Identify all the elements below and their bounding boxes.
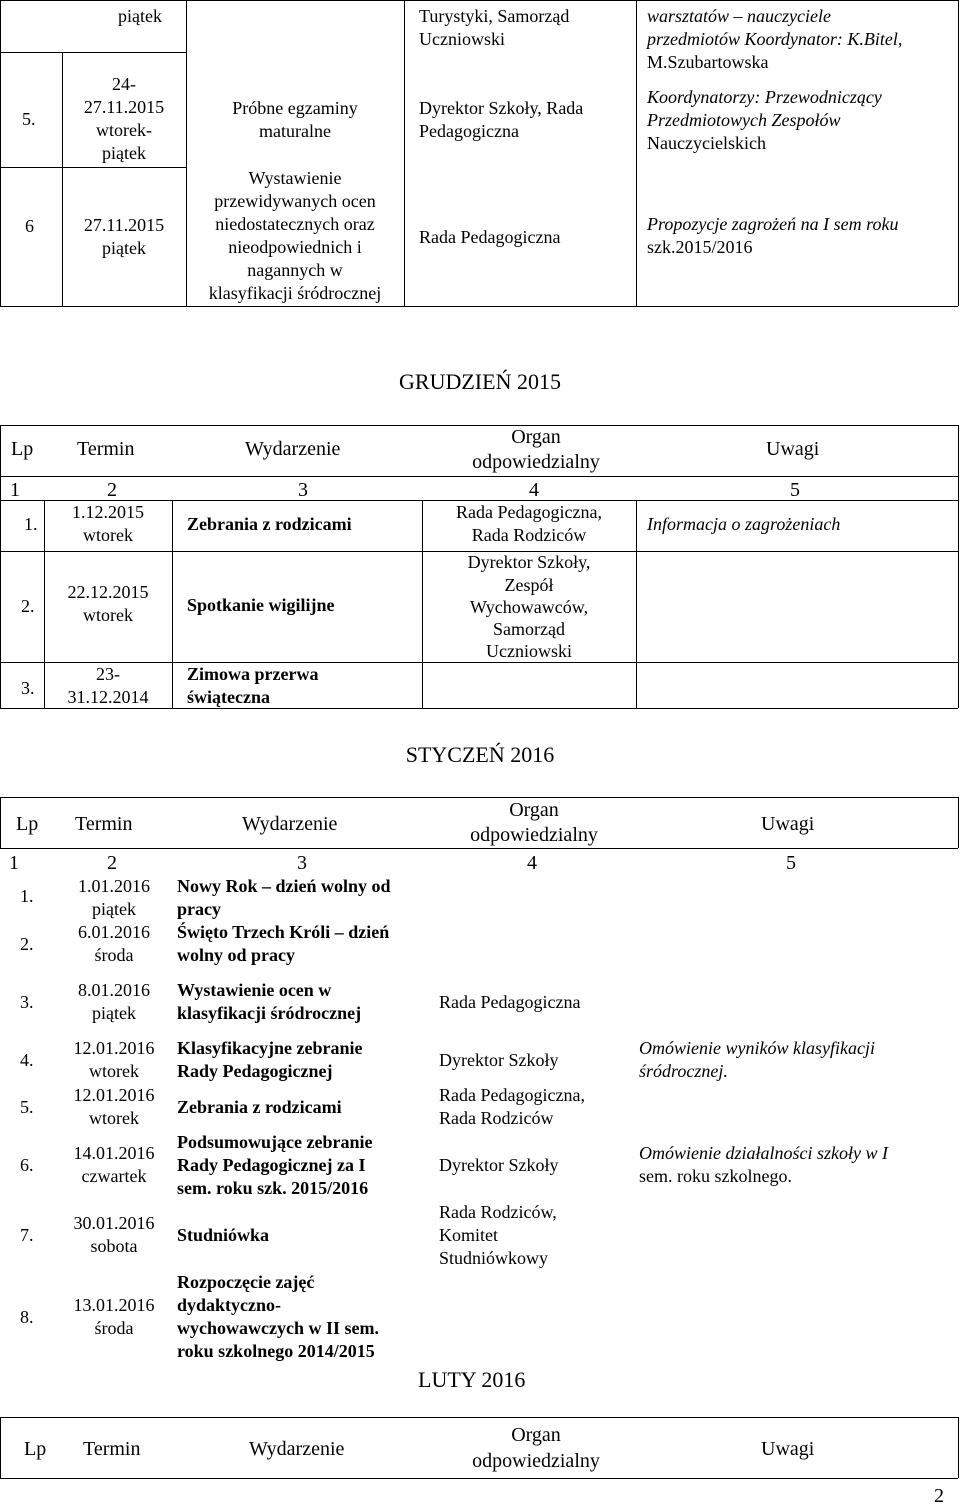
termin-line: 13.01.2016 — [73, 1295, 155, 1315]
wydarzenie-line: klasyfikacji śródrocznej — [208, 283, 382, 303]
header-uwagi: Uwagi — [761, 1438, 815, 1460]
header-lp: Lp — [11, 438, 34, 460]
uwagi-line: Propozycje zagrożeń na I sem roku — [647, 214, 899, 234]
termin-line: wtorek — [89, 1061, 139, 1081]
header-termin: Termin — [77, 438, 135, 460]
wydarzenie-line: Klasyfikacyjne zebranie — [177, 1038, 363, 1058]
organ-cell: Dyrektor Szkoły — [439, 1050, 559, 1070]
organ-line: Pedagogiczna — [419, 121, 519, 141]
section-title-styczen: STYCZEŃ 2016 — [405, 742, 555, 767]
termin-line: środa — [94, 1318, 134, 1338]
uwagi-line: Nauczycielskich — [647, 133, 766, 153]
wydarzenie-line: niedostatecznych oraz — [215, 214, 375, 234]
termin-line: sobota — [90, 1236, 138, 1256]
organ-cell: Rada Pedagogiczna — [439, 992, 581, 1012]
wydarzenie-cell: Spotkanie wigilijne — [187, 595, 335, 615]
termin-cell: piątek — [118, 6, 162, 26]
termin-line: 30.01.2016 — [73, 1213, 155, 1233]
uwagi-line: sem. roku szkolnego. — [639, 1166, 792, 1186]
uwagi-line: Omówienie działalności szkoły w I — [639, 1143, 888, 1163]
section-title-luty: LUTY 2016 — [418, 1367, 526, 1392]
col-num: 1 — [10, 479, 20, 501]
uwagi-line: Przedmiotowych Zespołów — [647, 110, 841, 130]
col-num: 4 — [527, 852, 537, 874]
header-termin: Termin — [75, 813, 133, 835]
lp-cell: 3. — [20, 992, 34, 1012]
uwagi-cell: Informacja o zagrożeniach — [647, 514, 841, 534]
organ-line: Uczniowski — [486, 641, 572, 661]
lp-cell: 7. — [20, 1225, 34, 1245]
page-number: 2 — [934, 1485, 944, 1507]
termin-line: 12.01.2016 — [73, 1038, 155, 1058]
header-wydarzenie: Wydarzenie — [242, 813, 338, 835]
lp-cell: 4. — [20, 1050, 34, 1070]
uwagi-line: przedmiotów Koordynator: K.Bitel, — [647, 29, 903, 49]
lp-cell: 1. — [20, 886, 34, 906]
uwagi-line: warsztatów – nauczyciele — [647, 6, 831, 26]
col-num: 5 — [790, 479, 800, 501]
termin-line: piątek — [102, 143, 146, 163]
termin-line: 1.12.2015 — [72, 502, 144, 522]
uwagi-line: M.Szubartowska — [647, 52, 769, 72]
termin-line: 27.11.2015 — [83, 215, 165, 235]
organ-line: Rada Pedagogiczna, — [456, 502, 602, 522]
organ-line: Samorząd — [493, 619, 565, 639]
lp-cell: 6 — [25, 216, 34, 236]
organ-line: Studniówkowy — [439, 1248, 549, 1268]
wydarzenie-line: klasyfikacji śródrocznej — [177, 1003, 362, 1023]
lp-cell: 8. — [20, 1307, 34, 1327]
wydarzenie-line: Podsumowujące zebranie — [177, 1132, 373, 1152]
termin-line: 14.01.2016 — [73, 1143, 155, 1163]
termin-line: wtorek — [83, 525, 133, 545]
lp-cell: 2. — [20, 934, 34, 954]
header-uwagi: Uwagi — [761, 813, 815, 835]
organ-line: Rada Rodziców, — [439, 1202, 557, 1222]
termin-line: 27.11.2015 — [83, 97, 165, 117]
organ-line: Rada Rodziców — [439, 1108, 554, 1128]
organ-line: Rada Rodziców — [471, 525, 587, 545]
termin-line: 23- — [96, 664, 120, 684]
col-num: 3 — [297, 852, 307, 874]
organ-line: Wychowawców, — [469, 597, 589, 617]
header-organ: odpowiedzialny — [470, 824, 598, 846]
uwagi-line: szk.2015/2016 — [647, 237, 753, 257]
organ-line: Zespół — [504, 575, 554, 595]
organ-line: Uczniowski — [419, 29, 505, 49]
organ-cell: Dyrektor Szkoły — [439, 1155, 559, 1175]
lp-cell: 6. — [20, 1155, 34, 1175]
wydarzenie-line: Wystawienie ocen w — [177, 980, 332, 1000]
col-num: 3 — [298, 479, 308, 501]
termin-line: wtorek — [83, 605, 133, 625]
termin-line: 31.12.2014 — [67, 687, 149, 707]
header-organ: Organ — [511, 426, 561, 448]
lp-cell: 1. — [24, 514, 38, 534]
header-organ: Organ — [509, 799, 559, 821]
wydarzenie-line: Rady Pedagogicznej — [177, 1061, 333, 1081]
lp-cell: 2. — [21, 596, 35, 616]
termin-line: wtorek — [89, 1108, 139, 1128]
wydarzenie-line: dydaktyczno- — [177, 1295, 282, 1315]
termin-line: 24- — [112, 74, 136, 94]
wydarzenie-line: Zimowa przerwa — [187, 664, 319, 684]
wydarzenie-line: sem. roku szk. 2015/2016 — [177, 1178, 369, 1198]
termin-line: 12.01.2016 — [73, 1085, 155, 1105]
termin-line: 22.12.2015 — [67, 582, 149, 602]
wydarzenie-line: maturalne — [259, 121, 331, 141]
organ-line: Rada Pedagogiczna, — [439, 1085, 585, 1105]
uwagi-line: Omówienie wyników klasyfikacji — [639, 1038, 875, 1058]
wydarzenie-line: wychowawczych w II sem. — [177, 1318, 379, 1338]
termin-line: 1.01.2016 — [78, 876, 150, 896]
header-lp: Lp — [24, 1438, 47, 1460]
termin-line: piątek — [92, 899, 136, 919]
termin-line: środa — [94, 945, 134, 965]
col-num: 4 — [529, 479, 539, 501]
header-uwagi: Uwagi — [766, 438, 820, 460]
col-num: 2 — [107, 479, 117, 501]
wydarzenie-line: Nowy Rok – dzień wolny od — [177, 876, 391, 896]
lp-cell: 3. — [21, 678, 35, 698]
lp-cell: 5. — [20, 1097, 34, 1117]
wydarzenie-cell: Studniówka — [177, 1225, 270, 1245]
wydarzenie-line: Rady Pedagogicznej za I — [177, 1155, 366, 1175]
col-num: 2 — [107, 852, 117, 874]
wydarzenie-line: pracy — [177, 899, 221, 919]
section-title-grudzien: GRUDZIEŃ 2015 — [399, 369, 561, 394]
wydarzenie-cell: Zebrania z rodzicami — [187, 514, 352, 534]
termin-line: 8.01.2016 — [78, 980, 150, 1000]
uwagi-line: śródrocznej. — [639, 1061, 728, 1081]
termin-line: wtorek- — [96, 120, 152, 140]
termin-line: piątek — [92, 1003, 136, 1023]
organ-line: Turystyki, Samorząd — [419, 6, 570, 26]
organ-cell: Rada Pedagogiczna — [419, 227, 561, 247]
wydarzenie-line: Próbne egzaminy — [232, 98, 358, 118]
wydarzenie-line: wolny od pracy — [177, 945, 296, 965]
wydarzenie-line: nagannych w — [247, 260, 343, 280]
header-termin: Termin — [83, 1438, 141, 1460]
termin-line: piątek — [102, 238, 146, 258]
wydarzenie-line: nieodpowiednich i — [228, 237, 362, 257]
termin-line: czwartek — [81, 1166, 147, 1186]
termin-line: 6.01.2016 — [78, 922, 150, 942]
uwagi-line: Koordynatorzy: Przewodniczący — [647, 87, 882, 107]
wydarzenie-line: świąteczna — [187, 687, 270, 707]
wydarzenie-cell: Zebrania z rodzicami — [177, 1097, 342, 1117]
wydarzenie-line: przewidywanych ocen — [214, 191, 376, 211]
header-organ: Organ — [511, 1424, 561, 1446]
wydarzenie-line: Święto Trzech Króli – dzień — [177, 922, 390, 942]
organ-line: Dyrektor Szkoły, — [467, 552, 591, 572]
header-organ: odpowiedzialny — [472, 451, 600, 473]
lp-cell: 5. — [22, 109, 36, 129]
header-organ: odpowiedzialny — [472, 1450, 600, 1472]
header-wydarzenie: Wydarzenie — [245, 438, 341, 460]
header-lp: Lp — [16, 813, 39, 835]
col-num: 1 — [9, 852, 19, 874]
wydarzenie-line: Rozpoczęcie zajęć — [177, 1272, 315, 1292]
wydarzenie-line: Wystawienie — [248, 168, 342, 188]
wydarzenie-line: roku szkolnego 2014/2015 — [177, 1341, 375, 1361]
col-num: 5 — [786, 852, 796, 874]
organ-line: Komitet — [439, 1225, 498, 1245]
organ-line: Dyrektor Szkoły, Rada — [419, 98, 584, 118]
header-wydarzenie: Wydarzenie — [249, 1438, 345, 1460]
